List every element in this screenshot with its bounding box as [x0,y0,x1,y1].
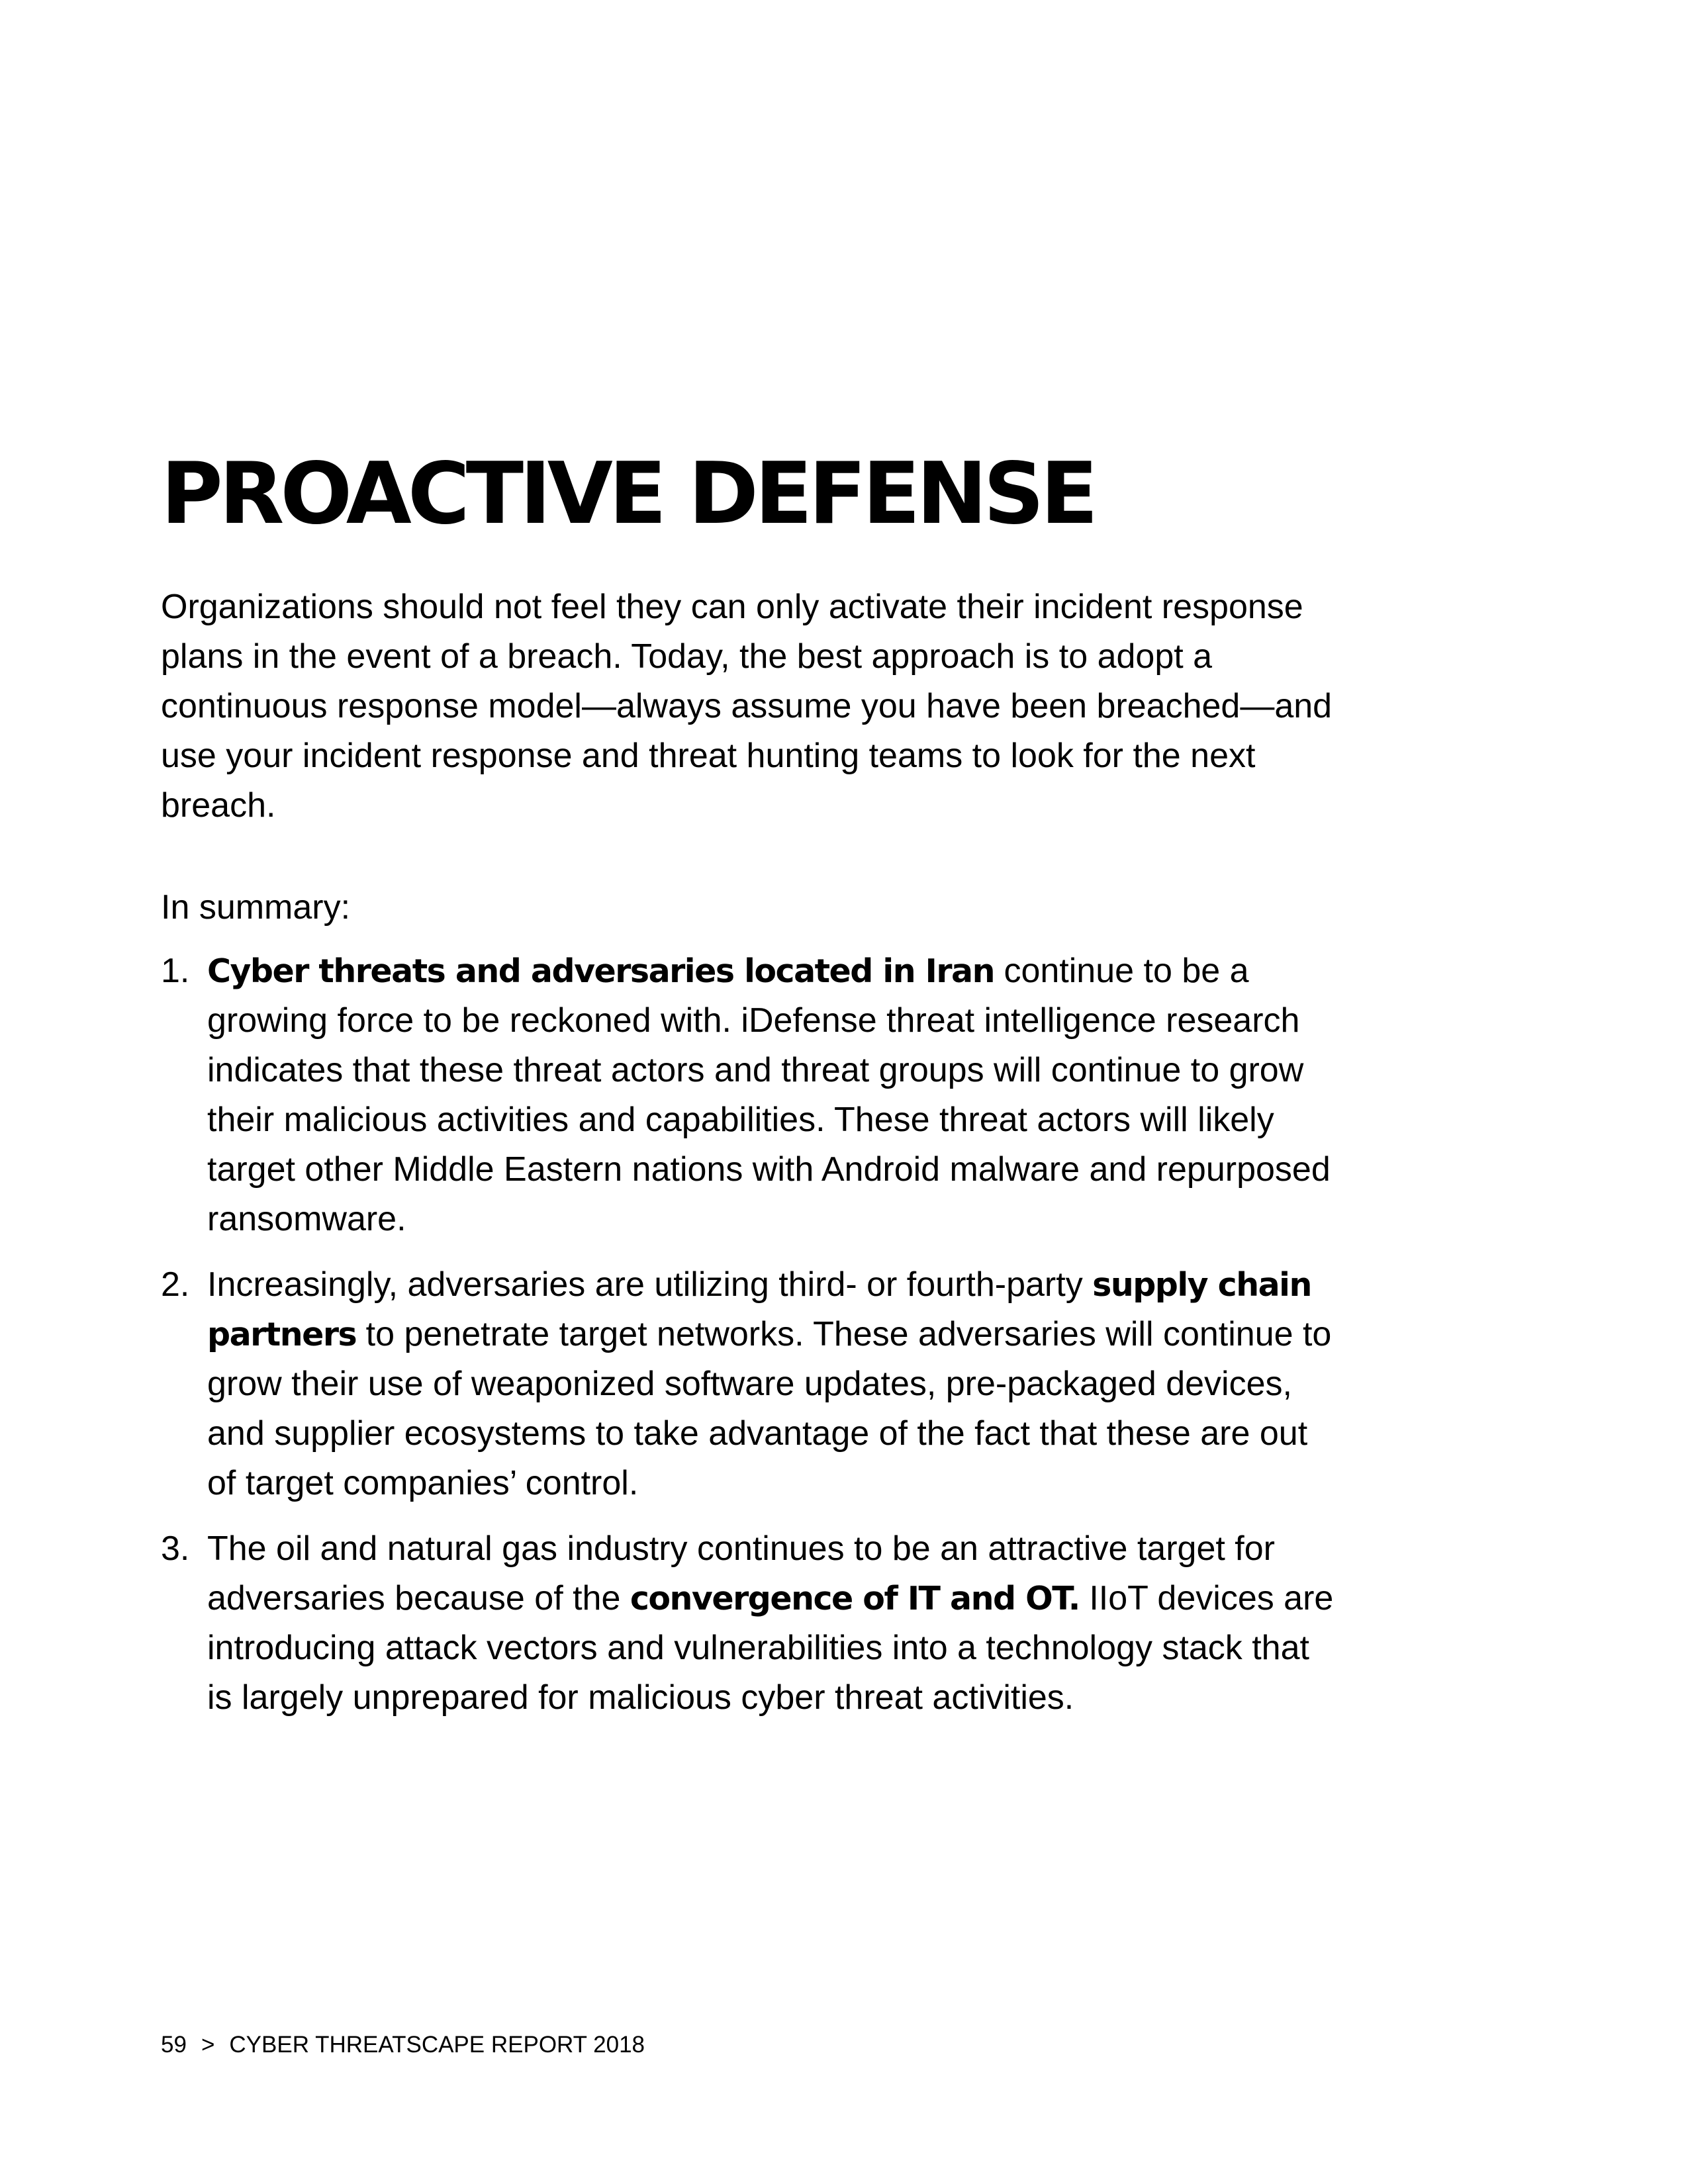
summary-label: In summary: [161,888,351,927]
summary-item-1 [161,946,1339,1244]
report-title: CYBER THREATSCAPE REPORT 2018 [229,2032,645,2058]
summary-item-text-before: Increasingly, adversaries are utilizing third- or fourth-party [207,1265,1093,1304]
summary-item-text-before: The oil and natural gas industry continues to be an attractive target for adversaries because of the [207,1529,1275,1617]
summary-item-text-after: IIoT devices are introducing attack vectors and vulnerabilities into a technology stack that is largely unprepared for malicious cyber threat activities. [207,1579,1334,1717]
summary-item-2 [161,1260,1339,1508]
summary-item-number: 1. [161,952,190,990]
page-footer [161,2030,645,2060]
footer-separator: > [201,2032,215,2058]
summary-item-3 [161,1524,1339,1723]
summary-item-number: 2. [161,1265,190,1304]
summary-item-emphasis: supply chain partners [207,1266,1311,1353]
summary-item-number: 3. [161,1529,190,1568]
page-title: PROACTIVE DEFENSE [161,445,1095,543]
summary-item-emphasis: Cyber threats and adversaries located in Iran [207,952,995,990]
summary-item-emphasis: convergence of IT and OT. [630,1580,1080,1617]
summary-item-text-after: to penetrate target networks. These adversaries will continue to grow their use of weaponized software updates, pre-packaged devices, and supplier ecosystems to take advantage of the fact that these are out of target companies’ control. [207,1315,1332,1502]
page-number: 59 [161,2032,187,2058]
summary-item-text-after: continue to be a growing force to be reckoned with. iDefense threat intelligence research indicates that these threat actors and threat groups will continue to grow their malicious activities and capabilities. These threat actors will likely target other Middle Eastern nations with Android malware and repurposed ransomware. [207,952,1331,1238]
intro-paragraph: Organizations should not feel they can only activate their incident response plans in the event of a breach. Today, the best approach is to adopt a continuous response model—always assume you have been breached—and use your incident response and threat hunting teams to look for the next breach. [161,588,1333,825]
summary-list [161,946,1339,1739]
